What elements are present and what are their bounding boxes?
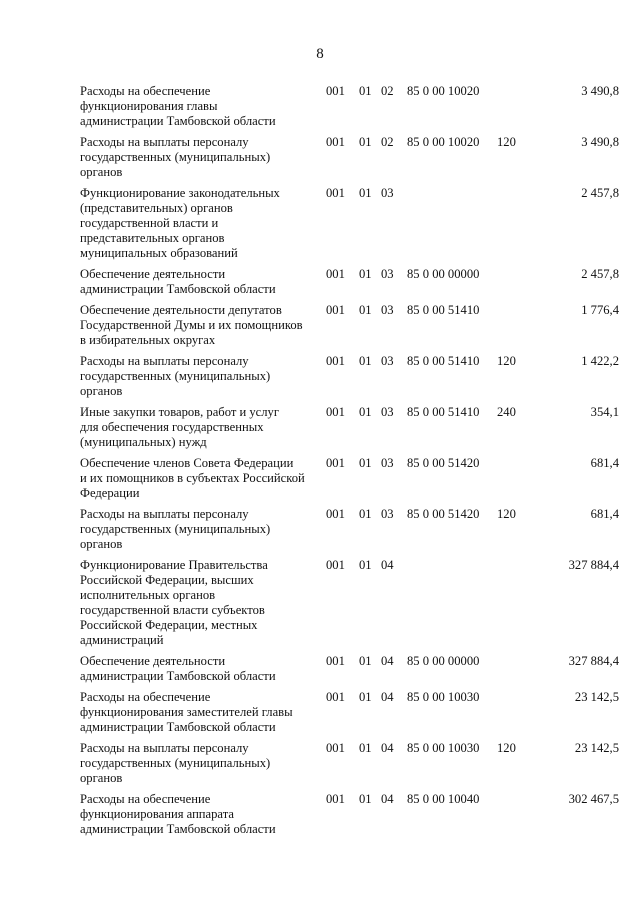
row-expense-type: 120 — [497, 741, 516, 755]
row-subsection: 03 — [381, 456, 394, 470]
row-name-line: Расходы на обеспечение — [80, 792, 211, 806]
row-target-article: 85 0 00 10020 — [407, 84, 480, 98]
row-name-line: органов — [80, 165, 123, 179]
row-subsection: 03 — [381, 186, 394, 200]
row-name-line: администрации Тамбовской области — [80, 669, 276, 683]
table-row — [0, 792, 640, 837]
row-amount: 1 776,4 — [581, 303, 619, 317]
row-subsection: 04 — [381, 792, 394, 806]
row-name-line: в избирательных округах — [80, 333, 216, 347]
row-section: 01 — [359, 84, 372, 98]
row-expense-type: 120 — [497, 135, 516, 149]
row-expense-type — [497, 654, 541, 684]
row-name-line: Иные закупки товаров, работ и услуг — [80, 405, 280, 419]
row-name-line: государственных (муниципальных) — [80, 150, 271, 164]
row-gov-code: 001 — [326, 558, 345, 572]
row-name-line: Расходы на обеспечение — [80, 690, 211, 704]
row-name — [80, 792, 326, 837]
row-name-line: Функционирование законодательных — [80, 186, 280, 200]
row-gov-code: 001 — [326, 456, 345, 470]
row-name-line: Обеспечение деятельности депутатов — [80, 303, 282, 317]
row-subsection: 04 — [381, 654, 394, 668]
table-row — [0, 690, 640, 735]
row-name-line: администрации Тамбовской области — [80, 282, 276, 296]
row-name-line: администрации Тамбовской области — [80, 822, 276, 836]
table-row — [0, 354, 640, 399]
row-name-line: для обеспечения государственных — [80, 420, 264, 434]
row-target-article: 85 0 00 51410 — [407, 303, 480, 317]
row-amount: 681,4 — [590, 507, 619, 521]
row-name — [80, 354, 326, 399]
row-name-line: представительных органов — [80, 231, 225, 245]
row-name-line: муниципальных образований — [80, 246, 238, 260]
row-gov-code: 001 — [326, 507, 345, 521]
row-gov-code: 001 — [326, 267, 345, 281]
row-name-line: государственных (муниципальных) — [80, 522, 271, 536]
row-name-line: администрации Тамбовской области — [80, 720, 276, 734]
row-section: 01 — [359, 354, 372, 368]
row-expense-type — [497, 558, 541, 648]
row-expense-type — [497, 186, 541, 261]
row-subsection: 04 — [381, 558, 394, 572]
row-name-line: Российской Федерации, высших — [80, 573, 254, 587]
row-name — [80, 135, 326, 180]
row-target-article: 85 0 00 10020 — [407, 135, 480, 149]
row-name-line: Обеспечение деятельности — [80, 267, 226, 281]
row-subsection: 03 — [381, 354, 394, 368]
table-row — [0, 84, 640, 129]
row-target-article: 85 0 00 00000 — [407, 267, 480, 281]
row-name-line: функционирования аппарата — [80, 807, 234, 821]
row-name-line: государственной власти и — [80, 216, 219, 230]
row-expense-type — [497, 792, 541, 837]
row-target-article: 85 0 00 51420 — [407, 456, 480, 470]
row-section: 01 — [359, 267, 372, 281]
table-row — [0, 741, 640, 786]
row-gov-code: 001 — [326, 654, 345, 668]
row-gov-code: 001 — [326, 303, 345, 317]
row-expense-type — [497, 690, 541, 735]
row-name-line: органов — [80, 537, 123, 551]
row-name — [80, 303, 326, 348]
row-name-line: органов — [80, 771, 123, 785]
row-name-line: Обеспечение членов Совета Федерации — [80, 456, 294, 470]
row-target-article: 85 0 00 51410 — [407, 405, 480, 419]
row-name-line: государственных (муниципальных) — [80, 756, 271, 770]
row-amount: 2 457,8 — [581, 267, 619, 281]
row-amount: 23 142,5 — [574, 741, 619, 755]
row-subsection: 03 — [381, 405, 394, 419]
row-target-article: 85 0 00 51410 — [407, 354, 480, 368]
row-name-line: органов — [80, 384, 123, 398]
row-expense-type: 120 — [497, 507, 516, 521]
row-name-line: государственной власти субъектов — [80, 603, 265, 617]
row-name-line: и их помощников в субъектах Российской — [80, 471, 305, 485]
row-subsection: 03 — [381, 507, 394, 521]
row-amount: 681,4 — [590, 456, 619, 470]
row-section: 01 — [359, 135, 372, 149]
table-row — [0, 186, 640, 261]
row-subsection: 04 — [381, 741, 394, 755]
row-name — [80, 456, 326, 501]
table-row — [0, 135, 640, 180]
row-section: 01 — [359, 507, 372, 521]
row-name-line: Федерации — [80, 486, 140, 500]
row-name — [80, 558, 326, 648]
row-name-line: Обеспечение деятельности — [80, 654, 226, 668]
row-name — [80, 186, 326, 261]
row-amount: 327 884,4 — [568, 654, 619, 668]
row-name-line: функционирования заместителей главы — [80, 705, 293, 719]
row-section: 01 — [359, 456, 372, 470]
row-amount: 327 884,4 — [568, 558, 619, 572]
row-expense-type — [497, 456, 541, 501]
row-subsection: 03 — [381, 267, 394, 281]
row-name-line: Расходы на выплаты персоналу — [80, 135, 249, 149]
row-expense-type — [497, 84, 541, 129]
row-section: 01 — [359, 792, 372, 806]
row-target-article — [407, 558, 497, 648]
budget-table — [0, 84, 640, 843]
row-name-line: исполнительных органов — [80, 588, 216, 602]
row-gov-code: 001 — [326, 690, 345, 704]
row-amount: 354,1 — [590, 405, 619, 419]
row-amount: 302 467,5 — [568, 792, 619, 806]
row-subsection: 02 — [381, 135, 394, 149]
row-name-line: государственных (муниципальных) — [80, 369, 271, 383]
row-expense-type: 120 — [497, 354, 516, 368]
row-target-article: 85 0 00 51420 — [407, 507, 480, 521]
table-row — [0, 405, 640, 450]
row-section: 01 — [359, 654, 372, 668]
table-row — [0, 267, 640, 297]
row-section: 01 — [359, 690, 372, 704]
row-section: 01 — [359, 303, 372, 317]
row-name-line: Функционирование Правительства — [80, 558, 268, 572]
row-target-article — [407, 186, 497, 261]
row-gov-code: 001 — [326, 354, 345, 368]
row-name-line: Расходы на обеспечение — [80, 84, 211, 98]
row-amount: 1 422,2 — [581, 354, 619, 368]
row-gov-code: 001 — [326, 84, 345, 98]
row-subsection: 03 — [381, 303, 394, 317]
row-name-line: (представительных) органов — [80, 201, 233, 215]
row-name — [80, 507, 326, 552]
row-target-article: 85 0 00 10030 — [407, 741, 480, 755]
row-expense-type: 240 — [497, 405, 516, 419]
row-expense-type — [497, 267, 541, 297]
row-section: 01 — [359, 405, 372, 419]
row-name — [80, 741, 326, 786]
row-name-line: (муниципальных) нужд — [80, 435, 207, 449]
row-amount: 2 457,8 — [581, 186, 619, 200]
row-name — [80, 267, 326, 297]
row-name-line: администраций — [80, 633, 164, 647]
row-name-line: Расходы на выплаты персоналу — [80, 507, 249, 521]
row-gov-code: 001 — [326, 741, 345, 755]
row-name-line: Российской Федерации, местных — [80, 618, 258, 632]
row-subsection: 02 — [381, 84, 394, 98]
row-gov-code: 001 — [326, 135, 345, 149]
table-row — [0, 456, 640, 501]
row-section: 01 — [359, 186, 372, 200]
row-amount: 3 490,8 — [581, 135, 619, 149]
row-section: 01 — [359, 741, 372, 755]
row-amount: 3 490,8 — [581, 84, 619, 98]
row-target-article: 85 0 00 10040 — [407, 792, 480, 806]
row-name-line: Расходы на выплаты персоналу — [80, 354, 249, 368]
table-row — [0, 507, 640, 552]
row-name — [80, 690, 326, 735]
row-gov-code: 001 — [326, 405, 345, 419]
row-name — [80, 84, 326, 129]
row-name-line: администрации Тамбовской области — [80, 114, 276, 128]
row-subsection: 04 — [381, 690, 394, 704]
row-name-line: Государственной Думы и их помощников — [80, 318, 303, 332]
table-row — [0, 654, 640, 684]
row-gov-code: 001 — [326, 792, 345, 806]
row-name-line: Расходы на выплаты персоналу — [80, 741, 249, 755]
row-expense-type — [497, 303, 541, 348]
row-name — [80, 654, 326, 684]
row-amount: 23 142,5 — [574, 690, 619, 704]
row-target-article: 85 0 00 00000 — [407, 654, 480, 668]
row-name-line: функционирования главы — [80, 99, 218, 113]
row-target-article: 85 0 00 10030 — [407, 690, 480, 704]
page-number: 8 — [316, 46, 324, 62]
table-row — [0, 303, 640, 348]
table-row — [0, 558, 640, 648]
row-gov-code: 001 — [326, 186, 345, 200]
row-name — [80, 405, 326, 450]
row-section: 01 — [359, 558, 372, 572]
